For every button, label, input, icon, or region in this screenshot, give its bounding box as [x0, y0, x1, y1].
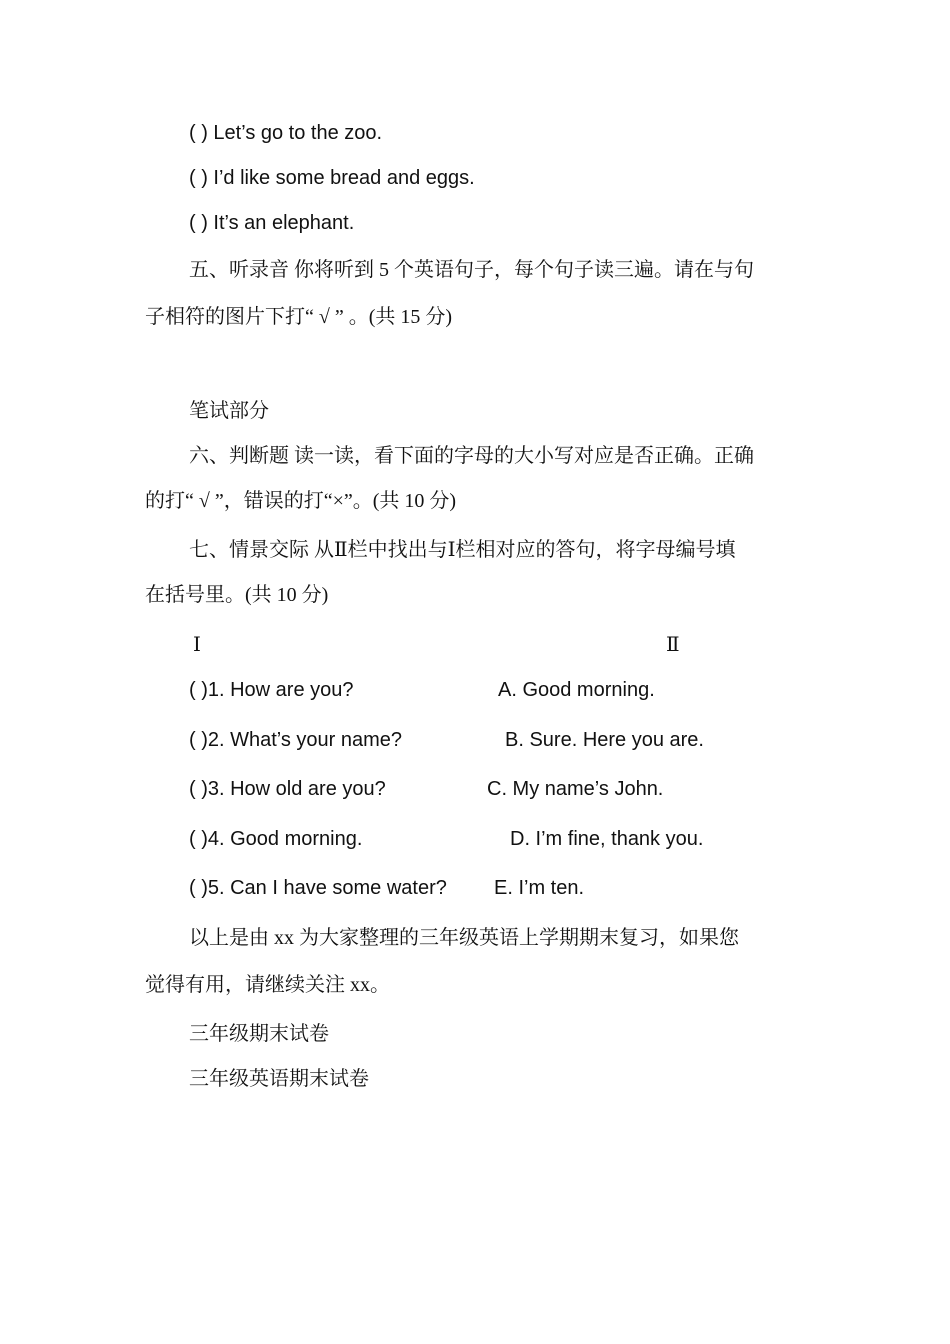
- tag-line-1: 三年级期末试卷: [189, 1023, 329, 1045]
- question-3: ( )3. How old are you?: [189, 778, 386, 800]
- section-5-instruction-line-1: 五、听录音 你将听到 5 个英语句子，每个句子读三遍。请在与句: [189, 259, 754, 281]
- listening-item-2: ( ) I’d like some bread and eggs.: [189, 167, 475, 189]
- question-2: ( )2. What’s your name?: [189, 729, 403, 751]
- column-heading-2: Ⅱ: [666, 634, 680, 656]
- section-6-instruction-line-2: 的打“ √ ”，错误的打“×”。(共 10 分): [145, 490, 457, 512]
- answer-b: B. Sure. Here you are.: [505, 729, 704, 751]
- answer-a: A. Good morning.: [498, 679, 655, 701]
- answer-e: E. I’m ten.: [494, 877, 585, 899]
- listening-item-3: ( ) It’s an elephant.: [189, 212, 355, 234]
- listening-item-1: ( ) Let’s go to the zoo.: [189, 122, 383, 144]
- section-6-instruction-line-1: 六、判断题 读一读，看下面的字母的大小写对应是否正确。正确: [189, 445, 754, 467]
- question-5: ( )5. Can I have some water?: [189, 877, 447, 899]
- closing-line-2: 觉得有用，请继续关注 xx。: [145, 974, 390, 996]
- answer-d: D. I’m fine, thank you.: [510, 828, 704, 850]
- tag-line-2: 三年级英语期末试卷: [189, 1068, 369, 1090]
- question-1: ( )1. How are you?: [189, 679, 354, 701]
- section-7-instruction-line-1: 七、情景交际 从Ⅱ栏中找出与Ⅰ栏相对应的答句，将字母编号填: [189, 539, 736, 561]
- column-heading-1: Ⅰ: [193, 634, 201, 656]
- answer-c: C. My name’s John.: [487, 778, 664, 800]
- section-7-instruction-line-2: 在括号里。(共 10 分): [145, 584, 329, 606]
- closing-line-1: 以上是由 xx 为大家整理的三年级英语上学期期末复习，如果您: [189, 927, 739, 949]
- written-part-heading: 笔试部分: [189, 400, 269, 422]
- question-4: ( )4. Good morning.: [189, 828, 363, 850]
- section-5-instruction-line-2: 子相符的图片下打“ √ ” 。(共 15 分): [145, 306, 453, 328]
